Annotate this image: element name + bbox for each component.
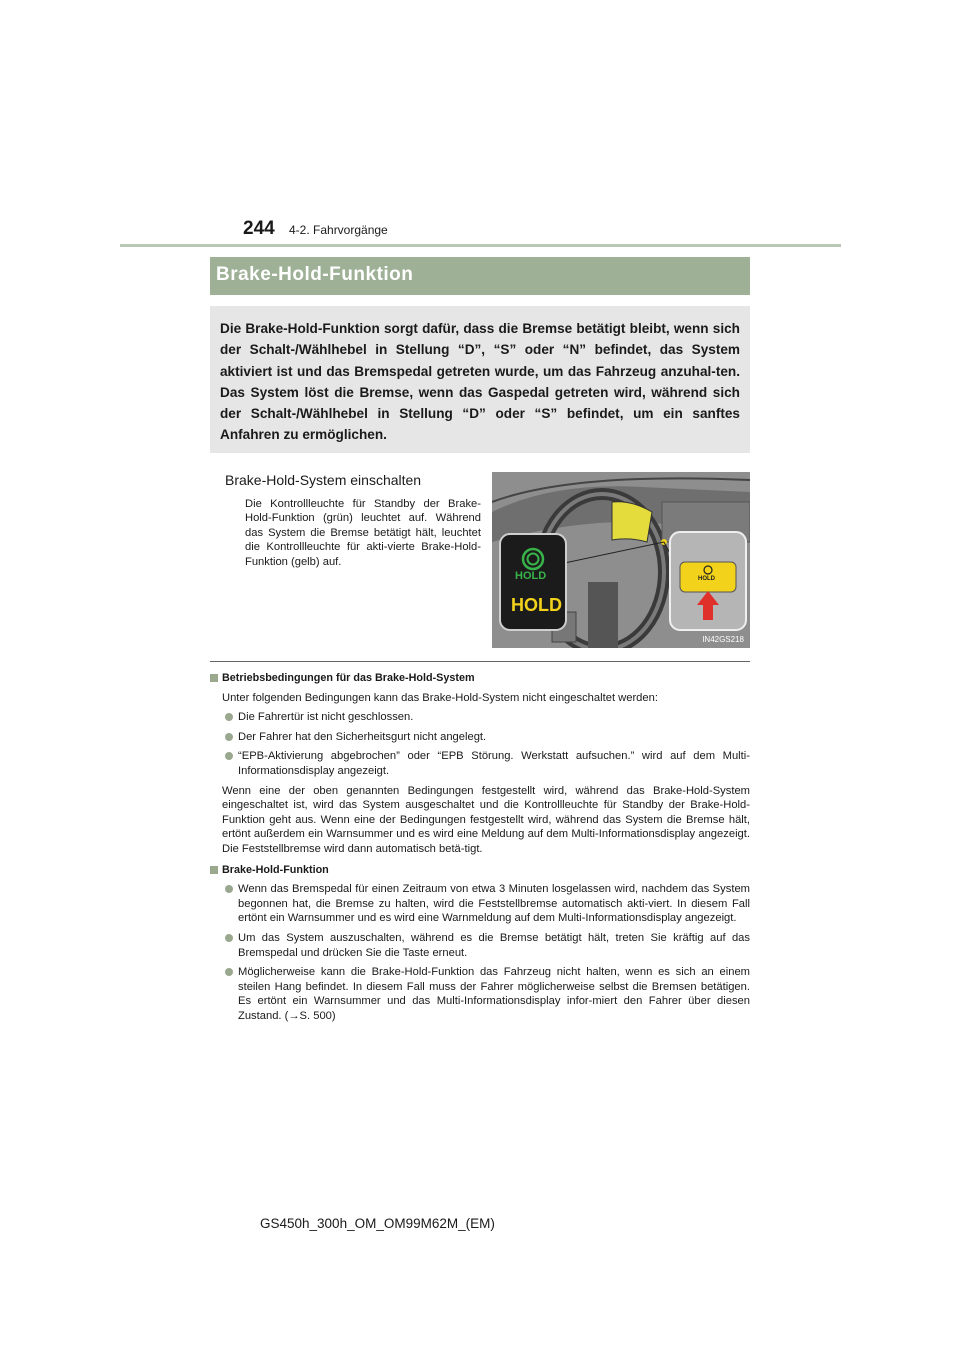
hold-indicator-label: HOLD [515,570,547,582]
list-item: Möglicherweise kann die Brake-Hold-Funktion das Fahrzeug nicht halten, wenn es sich an einem steilen Hang befindet. In diesem Fall muss der Fahrer möglicherweise selbst die Bremsen betätigen. Es ertönt ein Warnsummer und das Multi-Informationsdisplay infor-miert den Fahrer über diesen Zustand. (→S. 500) [210,965,750,1023]
dashboard-illustration [492,472,750,648]
step-title: Brake-Hold-System einschalten [225,472,422,488]
list-item: Die Fahrertür ist nicht geschlossen. [210,710,750,725]
dashboard-drawing [492,472,750,648]
page-number: 244 [243,218,275,239]
notes-section [210,671,750,1023]
figure-code: IN42GS218 [702,635,744,644]
header-divider [120,244,841,247]
section-reference: 4-2. Fahrvorgänge [289,223,388,237]
conditions-heading: Betriebsbedingungen für das Brake-Hold-System [210,671,750,686]
list-item: Wenn das Bremspedal für einen Zeitraum von etwa 3 Minuten losgelassen wird, nachdem das System begonnen hat, die Bremse zu halten, wird die Feststellbremse automatisch akti-viert. In diesem Fall ertönt ein Warnsummer und es wird eine Warnmeldung auf dem Multi-Informationsdisplay angezeigt. [210,882,750,926]
function-heading: Brake-Hold-Funktion [210,863,750,878]
list-item: “EPB-Aktivierung abgebrochen” oder “EPB Störung. Werkstatt aufsuchen.” wird auf dem Multi-Informationsdisplay angezeigt. [210,749,750,778]
notes-divider [210,661,750,662]
hold-button-label: HOLD [511,595,562,615]
intro-box: Die Brake-Hold-Funktion sorgt dafür, dass die Bremse betätigt bleibt, wenn sich der Schalt-/Wählhebel in Stellung “D”, “S” oder “N” befindet, das System aktiviert ist und das Bremspedal getreten wurde, um das Fahrzeug anzuhal-ten. Das System löst die Bremse, wenn das Gaspedal getreten wird, während sich der Schalt-/Wählhebel in Stellung “D” oder “S” befindet, um ein sanftes Anfahren zu ermöglichen. [210,306,750,453]
list-item: Um das System auszuschalten, während es die Bremse betätigt hält, treten Sie kräftig auf das Bremspedal und drücken Sie die Taste erneut. [210,931,750,960]
footer-doc-id: GS450h_300h_OM_OM99M62M_(EM) [260,1216,495,1231]
section-title-bar [210,257,750,295]
conditions-intro: Unter folgenden Bedingungen kann das Brake-Hold-System nicht eingeschaltet werden: [222,691,658,704]
hold-switch-label: HOLD [698,576,715,582]
step-description: Die Kontrollleuchte für Standby der Brake-Hold-Funktion (grün) leuchtet auf. Während das System die Bremse betätigt hält, leuchtet die Kontrollleuchte für akti-vierte Brake-Hold-Funktion (gelb) auf. [245,498,481,568]
conditions-after: Wenn eine der oben genannten Bedingungen festgestellt wird, während das Brake-Hold-System eingeschaltet ist, wird das System ausgeschaltet und die Kontrollleuchte für Standby der Brake-Hold-Funktion geht aus. Wenn eine der Bedingungen festgestellt wird, während das System die Bremse hält, ertönt außerdem ein Warnsummer und es wird eine Meldung auf dem Multi-Informationsdisplay angezeigt. Die Feststellbremse wird dann automatisch betä-tigt. [222,784,750,855]
section-title: Brake-Hold-Funktion [216,264,414,285]
list-item: Der Fahrer hat den Sicherheitsgurt nicht angelegt. [210,730,750,745]
